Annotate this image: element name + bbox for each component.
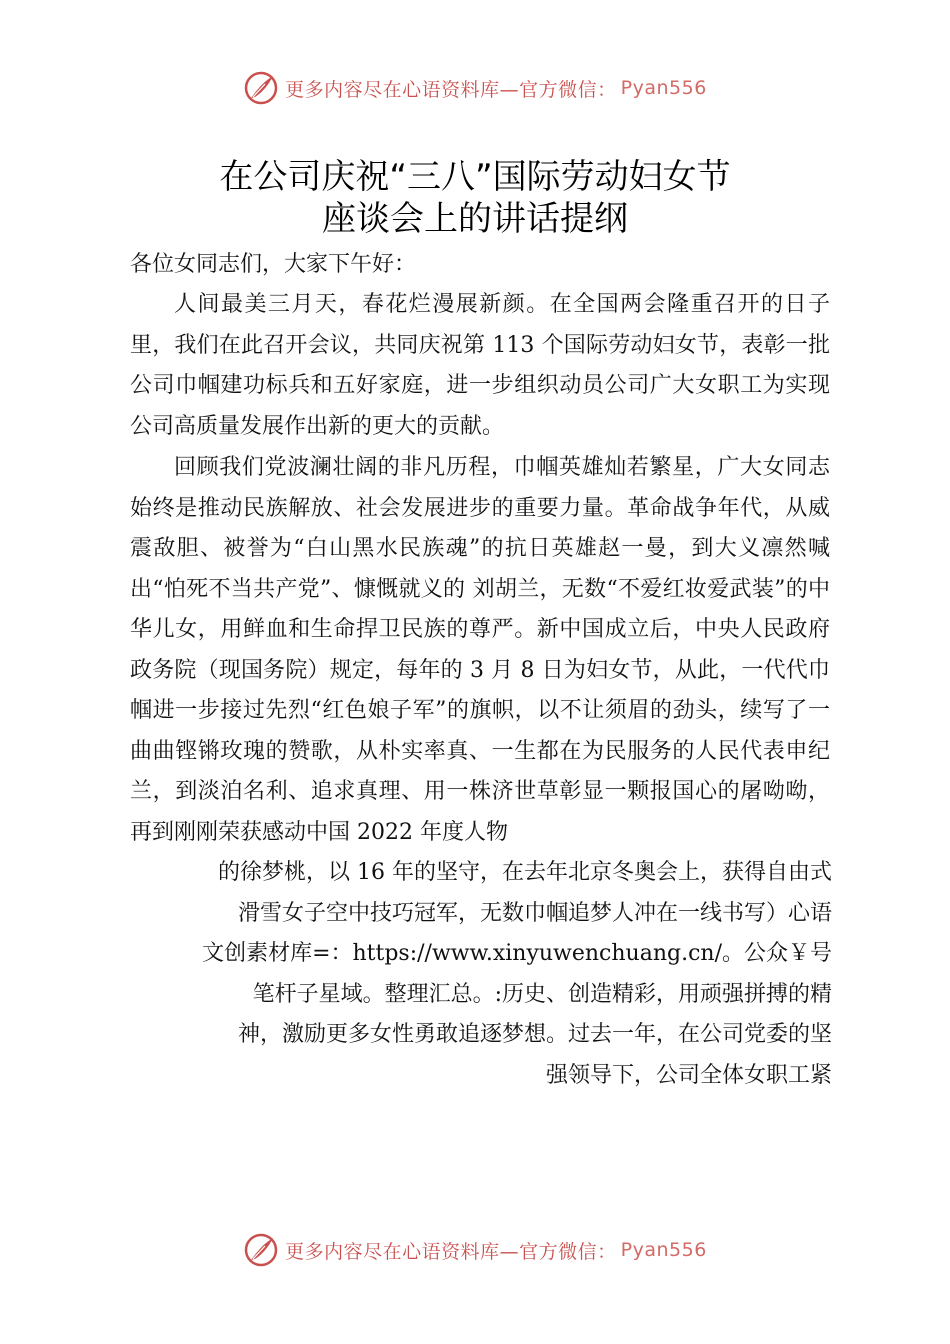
paragraph-1: 人间最美三月天，春花烂漫展新颜。在全国两会隆重召开的日子里，我们在此召开会议，共同庆祝第 113 个国际劳动妇女节，表彰一批公司巾帼建功标兵和五好家庭，进一步组织动员公司广大女职工为实现公司高质量发展作出新的更大的贡献。	[130, 292, 830, 439]
tail-line: 笔杆子星域。整理汇总。:历史、创造精彩，用顽强拼搏的精	[252, 981, 832, 1007]
watermark-wechat-id: Pyan556	[620, 77, 707, 99]
paragraph-2: 回顾我们党波澜壮阔的非凡历程，巾帼英雄灿若繁星，广大女同志始终是推动民族解放、社会发展进步的重要力量。革命战争年代，从威震敌胆、被誉为“白山黑水民族魂”的抗日英雄赵一曼，到大义凛然喊出“怕死不当共产党”、慷慨就义的 刘胡兰，无数“不爱红妆爱武装”的中华儿女，用鲜血和生命捍卫民族的尊严。新中国成立后，中央人民政府政务院（现国务院）规定，每年的 3 月 8 日为妇女节，从此，一代代巾帼进一步接过先烈“红色娘子军”的旗帜，以不让须眉的劲头，续写了一曲曲铿锵玫瑰的赞歌，从朴实率真、一生都在为民服务的人民代表申纪兰，到淡泊名利、追求真理、用一株济世草彰显一颗报国心的屠呦呦，再到刚刚荣获感动中国 2022 年度人物	[130, 455, 830, 845]
tail-line: 强领导下，公司全体女职工紧	[545, 1062, 832, 1088]
footer-watermark	[0, 1232, 950, 1268]
doc-title-line-1: 在公司庆祝“三八”国际劳动妇女节	[219, 157, 731, 197]
feather-pen-logo-icon	[243, 1232, 279, 1268]
tail-line: 滑雪女子空中技巧冠军，无数巾帼追梦人冲在一线书写）心语	[237, 900, 832, 926]
paragraph-2-tail	[132, 853, 832, 1096]
doc-title-line-2: 座谈会上的讲话提纲	[322, 199, 628, 239]
watermark-text: 更多内容尽在心语资料库—官方微信：	[285, 78, 617, 101]
watermark-wechat-id: Pyan556	[620, 1239, 707, 1261]
tail-line: 文创素材库=：https://www.xinyuwenchuang.cn/。公众￥号	[202, 941, 832, 966]
greeting: 各位女同志们，大家下午好：	[130, 252, 417, 277]
watermark-text: 更多内容尽在心语资料库—官方微信：	[285, 1240, 617, 1263]
header-watermark	[0, 70, 950, 106]
feather-pen-logo-icon	[243, 70, 279, 106]
tail-line: 的徐梦桃，以 16 年的坚守，在去年北京冬奥会上，获得自由式	[218, 860, 832, 885]
tail-line: 神，激励更多女性勇敢追逐梦想。过去一年，在公司党委的坚	[237, 1022, 832, 1047]
